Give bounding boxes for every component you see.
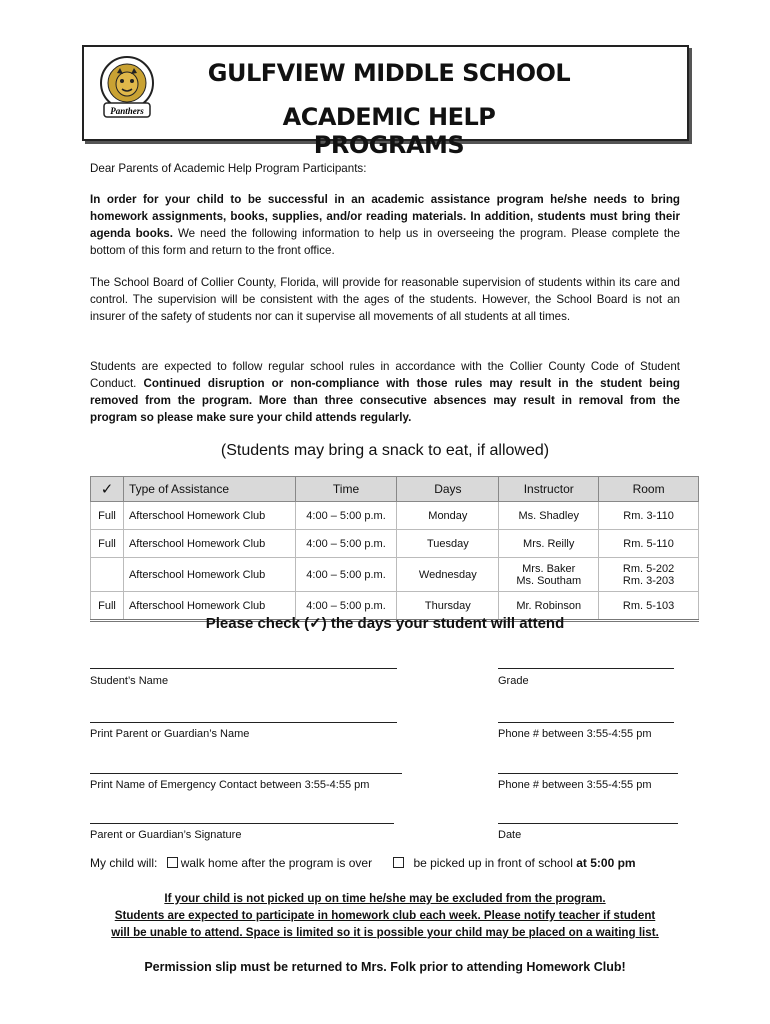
permission-slip-note: Permission slip must be returned to Mrs. Folk prior to attending Homework Club! xyxy=(144,960,626,974)
panther-logo xyxy=(98,53,156,123)
room-number: Rm. 5-202 xyxy=(622,562,675,575)
room-cell xyxy=(599,558,699,592)
paragraph-2: The School Board of Collier County, Florida, will provide for reasonable supervision of students within its care and control. The supervision will be consistent with the ages of the students. However, the School Board is not an insurer of the safety of students nor can it supervise all movements of all students at all times. xyxy=(90,276,680,323)
phone-field-2[interactable] xyxy=(498,773,678,774)
day-cell: Thursday xyxy=(397,592,499,621)
pickup-note: If your child is not picked up on time he/she may be excluded from the program. xyxy=(164,892,606,905)
phone-label-1: Phone # between 3:55-4:55 pm xyxy=(498,728,652,740)
date-label: Date xyxy=(498,829,522,841)
column-header: Room xyxy=(599,477,699,502)
time-cell: 4:00 – 5:00 p.m. xyxy=(295,530,397,558)
day-cell: Tuesday xyxy=(397,530,499,558)
parent-name-field[interactable] xyxy=(90,722,397,723)
program-title: ACADEMIC HELP PROGRAMS xyxy=(282,103,496,159)
paragraph-3-start: Students are expected to follow regular school rules in accordance with the Collier County Code of Student Conduct. xyxy=(90,360,680,390)
grade-field[interactable] xyxy=(498,668,674,669)
check-cell[interactable] xyxy=(91,558,124,592)
student-name-field[interactable] xyxy=(90,668,397,669)
table-header-row xyxy=(91,477,699,502)
paragraph-1-bold: In order for your child to be successful in an academic assistance program he/she needs to bring homework assignments, books, supplies, and/or reading materials. In addition, students must bring their agenda books. xyxy=(90,193,680,240)
check-column-header: ✓ xyxy=(91,477,124,502)
room-number-2: Rm. 3-203 xyxy=(622,574,675,587)
waiting-list-note: will be unable to attend. Space is limited so it is possible your child may be placed on a waiting list. xyxy=(111,926,659,939)
type-cell: Afterschool Homework Club xyxy=(123,530,295,558)
phone-field-1[interactable] xyxy=(498,722,674,723)
instructor-cell: Ms. Shadley xyxy=(499,502,599,530)
room-cell: Rm. 5-110 xyxy=(599,530,699,558)
assistance-table xyxy=(90,476,699,622)
participation-note: Students are expected to participate in homework club each week. Please notify teacher if student xyxy=(114,909,656,922)
type-cell: Afterschool Homework Club xyxy=(123,592,295,621)
instructor-name: Mrs. Baker xyxy=(522,562,576,575)
instructor-name-2: Ms. Southam xyxy=(516,574,582,587)
check-cell[interactable]: Full xyxy=(91,530,124,558)
check-days-heading: Please check (✓) the days your student will attend xyxy=(205,615,565,632)
emergency-name-field[interactable] xyxy=(90,773,402,774)
paragraph-3-bold: Continued disruption or non-compliance with those rules may result in the student being removed from the program. More than three consecutive absences may result in removal from the program so please make sure your child attends regularly. xyxy=(90,377,681,424)
pickup-time: at 5:00 pm xyxy=(576,856,636,870)
instructor-cell: Mrs. Reilly xyxy=(499,530,599,558)
time-cell: 4:00 – 5:00 p.m. xyxy=(295,502,397,530)
header-box xyxy=(82,45,689,159)
paragraph-3 xyxy=(90,358,680,426)
paragraph-1 xyxy=(90,191,680,259)
instructor-cell xyxy=(499,558,599,592)
date-field[interactable] xyxy=(498,823,678,824)
day-cell: Wednesday xyxy=(397,558,499,592)
time-cell: 4:00 – 5:00 p.m. xyxy=(295,592,397,621)
table-row xyxy=(91,502,699,530)
check-cell[interactable]: Full xyxy=(91,592,124,621)
signature-label: Parent or Guardian’s Signature xyxy=(90,829,242,841)
column-header: Days xyxy=(397,477,499,502)
type-cell: Afterschool Homework Club xyxy=(123,558,295,592)
pickup-label: be picked up in front of school xyxy=(413,856,573,870)
time-cell: 4:00 – 5:00 p.m. xyxy=(295,558,397,592)
instructor-cell: Mr. Robinson xyxy=(499,592,599,621)
parent-name-label: Print Parent or Guardian’s Name xyxy=(90,728,250,740)
walk-home-label: walk home after the program is over xyxy=(180,856,373,870)
check-cell[interactable]: Full xyxy=(91,502,124,530)
greeting: Dear Parents of Academic Help Program Participants: xyxy=(90,162,367,175)
type-cell: Afterschool Homework Club xyxy=(123,502,295,530)
student-name-label: Student’s Name xyxy=(90,675,169,687)
pickup-checkbox[interactable] xyxy=(393,857,404,868)
table-row xyxy=(91,558,699,592)
room-cell: Rm. 3-110 xyxy=(599,502,699,530)
room-cell: Rm. 5-103 xyxy=(599,592,699,621)
table-row xyxy=(91,530,699,558)
school-title: GULFVIEW MIDDLE SCHOOL xyxy=(207,59,571,87)
walk-home-checkbox[interactable] xyxy=(167,857,178,868)
dismissal-options xyxy=(90,856,710,870)
column-header: Type of Assistance xyxy=(123,477,295,502)
paragraph-1-rest: We need the following information to help us in overseeing the program. Please complete the bottom of this form and return to the front office. xyxy=(90,227,680,257)
day-cell: Monday xyxy=(397,502,499,530)
phone-label-2: Phone # between 3:55-4:55 pm xyxy=(498,779,652,791)
options-lead: My child will: xyxy=(90,856,158,870)
emergency-name-label: Print Name of Emergency Contact between 3:55-4:55 pm xyxy=(90,779,370,791)
column-header: Time xyxy=(295,477,397,502)
logo-text: Panthers xyxy=(110,106,144,116)
signature-field[interactable] xyxy=(90,823,394,824)
snack-note: (Students may bring a snack to eat, if allowed) xyxy=(220,442,550,459)
column-header: Instructor xyxy=(499,477,599,502)
grade-label: Grade xyxy=(498,675,529,687)
